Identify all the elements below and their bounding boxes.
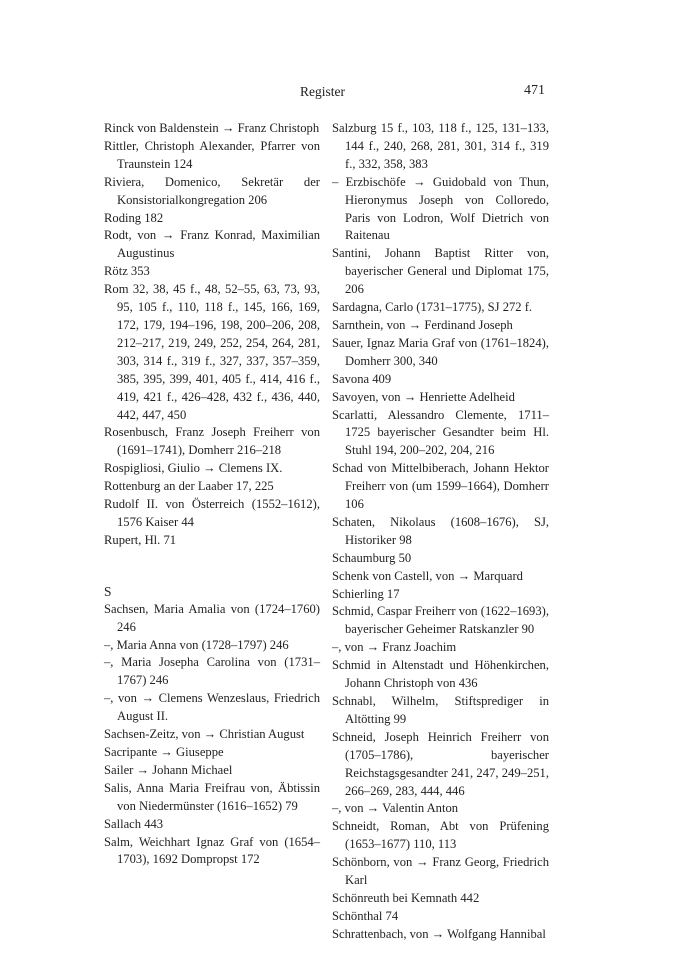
index-entry: Rötz 353 bbox=[104, 264, 150, 279]
index-entry: Savoyen, von → Henriette Adelheid bbox=[332, 389, 515, 404]
index-entry: – Erzbischöfe → Guidobald von Thun, Hieronymus Joseph von Colloredo, Paris von Lodron, Wolf Dietrich von Raitenau bbox=[332, 174, 549, 243]
right-column bbox=[332, 120, 549, 944]
index-entry: Rupert, Hl. 71 bbox=[104, 532, 177, 547]
index-entry: –, von → Clemens Wenzeslaus, Friedrich August II. bbox=[104, 691, 320, 724]
index-entry-list bbox=[104, 120, 320, 550]
index-entry: Schneid, Joseph Heinrich Freiherr von (1705–1786), bayerischer Reichstagsgesandter 241, 247, 249–251, 266–269, 283, 444, 446 bbox=[332, 729, 549, 798]
index-entry: Riviera, Domenico, Sekretär der Konsistorialkongregation 206 bbox=[104, 174, 320, 207]
index-entry-list bbox=[332, 120, 549, 944]
page-number: 471 bbox=[524, 83, 545, 98]
index-entry: Rodt, von → Franz Konrad, Maximilian Augustinus bbox=[104, 228, 320, 261]
index-entry: Schmid in Altenstadt und Höhenkirchen, Johann Christoph von 436 bbox=[332, 658, 549, 691]
index-entry: Schönthal 74 bbox=[332, 908, 399, 923]
index-entry: Sachsen-Zeitz, von → Christian August bbox=[104, 727, 305, 742]
index-entry: Schaten, Nikolaus (1608–1676), SJ, Historiker 98 bbox=[332, 514, 549, 547]
index-entry: Schönborn, von → Franz Georg, Friedrich Karl bbox=[332, 855, 549, 888]
index-entry: Rom 32, 38, 45 f., 48, 52–55, 63, 73, 93, 95, 105 f., 110, 118 f., 145, 166, 169, 172, 179, 194–196, 198, 200–206, 208, 212–217, 219, 249, 252, 254, 264, 281, 303, 314 f., 319 f., 327, 337, 357–359, 385, 395, 399, 401, 405 f., 414, 416 f., 419, 421 f., 426–428, 432 f., 436, 440, 442, 447, 450 bbox=[104, 282, 320, 422]
index-entry: Savona 409 bbox=[332, 371, 392, 386]
index-entry: Sardagna, Carlo (1731–1775), SJ 272 f. bbox=[332, 300, 533, 315]
running-header-title: Register bbox=[300, 84, 345, 99]
index-entry: Schrattenbach, von → Wolfgang Hannibal bbox=[332, 926, 546, 941]
index-entry-list bbox=[104, 601, 320, 870]
index-entry: Schmid, Caspar Freiherr von (1622–1693), bayerischer Geheimer Ratskanzler 90 bbox=[332, 604, 549, 637]
index-entry: Rottenburg an der Laaber 17, 225 bbox=[104, 479, 274, 494]
index-entry: Sacripante → Giuseppe bbox=[104, 745, 224, 759]
index-entry: Scarlatti, Alessandro Clemente, 1711–1725 bayerischer Gesandter beim Hl. Stuhl 194, 200–202, 204, 216 bbox=[332, 407, 549, 458]
index-entry: Sachsen, Maria Amalia von (1724–1760) 246 bbox=[104, 601, 320, 634]
index-entry: Salm, Weichhart Ignaz Graf von (1654–1703), 1692 Dompropst 172 bbox=[104, 834, 320, 867]
index-entry: Rinck von Baldenstein → Franz Christoph bbox=[104, 121, 320, 135]
index-entry: –, Maria Anna von (1728–1797) 246 bbox=[104, 637, 289, 652]
index-entry: Salzburg 15 f., 103, 118 f., 125, 131–133, 144 f., 240, 268, 281, 301, 314 f., 319 f., 332, 358, 383 bbox=[332, 121, 549, 171]
index-entry: Schaumburg 50 bbox=[332, 550, 412, 565]
left-column bbox=[104, 120, 320, 869]
index-entry: Sallach 443 bbox=[104, 816, 164, 831]
index-entry: Schad von Mittelbiberach, Johann Hektor Freiherr von (um 1599–1664), Domherr 106 bbox=[332, 461, 549, 512]
index-entry: Schneidt, Roman, Abt von Prüfening (1653–1677) 110, 113 bbox=[332, 819, 549, 852]
index-entry: Schnabl, Wilhelm, Stiftsprediger in Altötting 99 bbox=[332, 694, 549, 726]
section-letter-heading: S bbox=[104, 583, 112, 599]
index-entry: –, von → Valentin Anton bbox=[332, 801, 459, 816]
index-entry: Schönreuth bei Kemnath 442 bbox=[332, 890, 480, 905]
index-entry: Rittler, Christoph Alexander, Pfarrer von Traunstein 124 bbox=[104, 138, 320, 171]
index-entry: Rudolf II. von Österreich (1552–1612), 1576 Kaiser 44 bbox=[104, 497, 320, 529]
index-entry: Schenk von Castell, von → Marquard bbox=[332, 568, 523, 583]
index-entry: Sarnthein, von → Ferdinand Joseph bbox=[332, 317, 513, 332]
index-entry: Sailer → Johann Michael bbox=[104, 762, 233, 777]
index-entry: Rosenbusch, Franz Joseph Freiherr von (1691–1741), Domherr 216–218 bbox=[104, 425, 320, 458]
index-entry: –, Maria Josepha Carolina von (1731–1767) 246 bbox=[104, 655, 320, 688]
index-entry: Rospigliosi, Giulio → Clemens IX. bbox=[104, 461, 283, 476]
index-entry: –, von → Franz Joachim bbox=[332, 640, 457, 655]
index-entry: Sauer, Ignaz Maria Graf von (1761–1824), Domherr 300, 340 bbox=[332, 335, 549, 368]
index-entry: Roding 182 bbox=[104, 210, 164, 225]
index-entry: Santini, Johann Baptist Ritter von, bayerischer General und Diplomat 175, 206 bbox=[332, 246, 549, 297]
index-entry: Schierling 17 bbox=[332, 586, 400, 601]
index-entry: Salis, Anna Maria Freifrau von, Äbtissin von Niedermünster (1616–1652) 79 bbox=[104, 780, 320, 813]
